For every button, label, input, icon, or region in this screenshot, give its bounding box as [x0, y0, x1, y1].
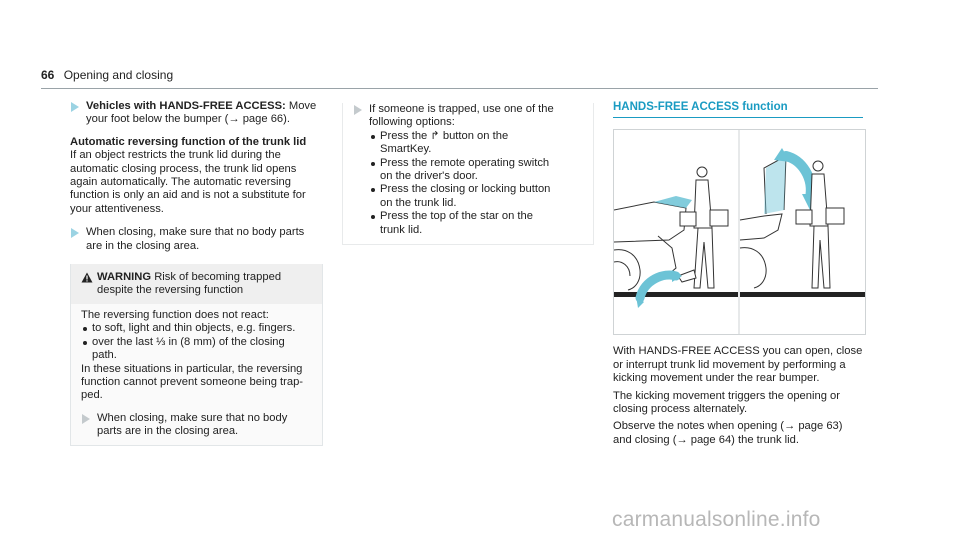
page-header — [41, 68, 173, 82]
text-line: function cannot prevent someone being trap- — [81, 375, 304, 388]
text-line: automatic closing process, the trunk lid opens — [70, 162, 297, 175]
warning-header — [71, 264, 322, 304]
instruction-step — [70, 226, 323, 253]
section-title: Opening and closing — [63, 68, 174, 82]
list-item-text: trunk lid. — [380, 223, 423, 236]
person-left — [678, 167, 728, 288]
auto-reverse-section — [70, 136, 323, 216]
text-line: function is only an aid and is not a substitute for — [70, 189, 306, 202]
text-line: your attentiveness. — [70, 202, 164, 215]
step-text: your foot below the bumper (→ page 66). — [86, 113, 290, 126]
step-text: When closing, make sure that no body parts — [86, 226, 305, 239]
text-line: The kicking movement triggers the opening or — [613, 389, 840, 402]
text-line: and closing (→ page 64) the trunk lid. — [613, 433, 799, 446]
list-item-text: Press the ↱ button on the — [380, 129, 509, 142]
list-item — [369, 210, 585, 237]
step-text: When closing, make sure that no body — [97, 411, 288, 424]
list-item — [369, 130, 585, 157]
list-item — [369, 183, 585, 210]
warning-body — [71, 304, 322, 445]
list-item-text: path. — [92, 349, 117, 362]
text-line: In these situations in particular, the reversing — [81, 362, 303, 375]
list-item — [81, 322, 312, 335]
list-item — [81, 336, 312, 363]
warning-text: despite the reversing function — [97, 284, 244, 297]
list-item-text: to soft, light and thin objects, e.g. fingers. — [92, 322, 296, 335]
step-text: are in the closing area. — [86, 239, 200, 252]
step-text: If someone is trapped, use one of the — [369, 103, 554, 115]
text-line: or interrupt trunk lid movement by performing a — [613, 358, 846, 371]
description-text — [613, 345, 863, 447]
warning-intro: The reversing function does not react: — [81, 308, 269, 321]
step-arrow-icon — [353, 104, 363, 116]
column-left — [70, 100, 323, 446]
page-number: 66 — [41, 68, 55, 82]
person-right — [796, 161, 844, 288]
list-item — [369, 157, 585, 184]
text-line: again automatically. The automatic reversing — [70, 176, 291, 189]
options-box — [342, 103, 594, 245]
warning-box — [70, 264, 323, 445]
text-line: Observe the notes when opening (→ page 63) — [613, 420, 843, 433]
step-heading: Vehicles with HANDS-FREE ACCESS: — [86, 100, 286, 112]
section-heading: Automatic reversing function of the trunk lid — [70, 135, 307, 148]
list-item-text: Press the remote operating switch — [380, 156, 550, 169]
warning-bullets — [81, 322, 312, 362]
section-heading: HANDS-FREE ACCESS function — [613, 101, 863, 118]
list-item-text: on the driver's door. — [380, 170, 478, 183]
list-item-text: on the trunk lid. — [380, 196, 457, 209]
instruction-step — [81, 412, 312, 439]
list-item-text: Press the top of the star on the — [380, 210, 533, 223]
text-line: With HANDS-FREE ACCESS you can open, close — [613, 345, 863, 358]
instruction-step — [70, 100, 323, 127]
step-text: Move — [288, 100, 317, 112]
text-line: If an object restricts the trunk lid during the — [70, 149, 281, 162]
list-item-text: Press the closing or locking button — [380, 183, 551, 196]
watermark: carmanualsonline.info — [612, 508, 821, 531]
header-divider — [41, 88, 878, 89]
step-arrow-icon — [70, 227, 80, 239]
step-text: parts are in the closing area. — [97, 425, 239, 438]
text-line: kicking movement under the rear bumper. — [613, 372, 820, 385]
warning-triangle-icon — [81, 272, 93, 287]
instruction-step — [353, 103, 585, 237]
options-list — [369, 130, 585, 237]
step-text: following options: — [369, 116, 455, 129]
text-line: ped. — [81, 389, 103, 402]
kick-arrow-left-icon — [636, 270, 682, 308]
list-item-text: over the last ⅓ in (8 mm) of the closing — [92, 335, 285, 348]
warning-text: Risk of becoming trapped — [154, 271, 282, 284]
column-right — [613, 101, 863, 447]
hands-free-illustration — [613, 129, 866, 335]
text-line: closing process alternately. — [613, 403, 748, 416]
list-item-text: SmartKey. — [380, 143, 432, 156]
column-middle — [342, 103, 594, 245]
warning-label: WARNING — [97, 271, 152, 284]
step-arrow-icon — [81, 413, 91, 425]
step-arrow-icon — [70, 101, 80, 113]
